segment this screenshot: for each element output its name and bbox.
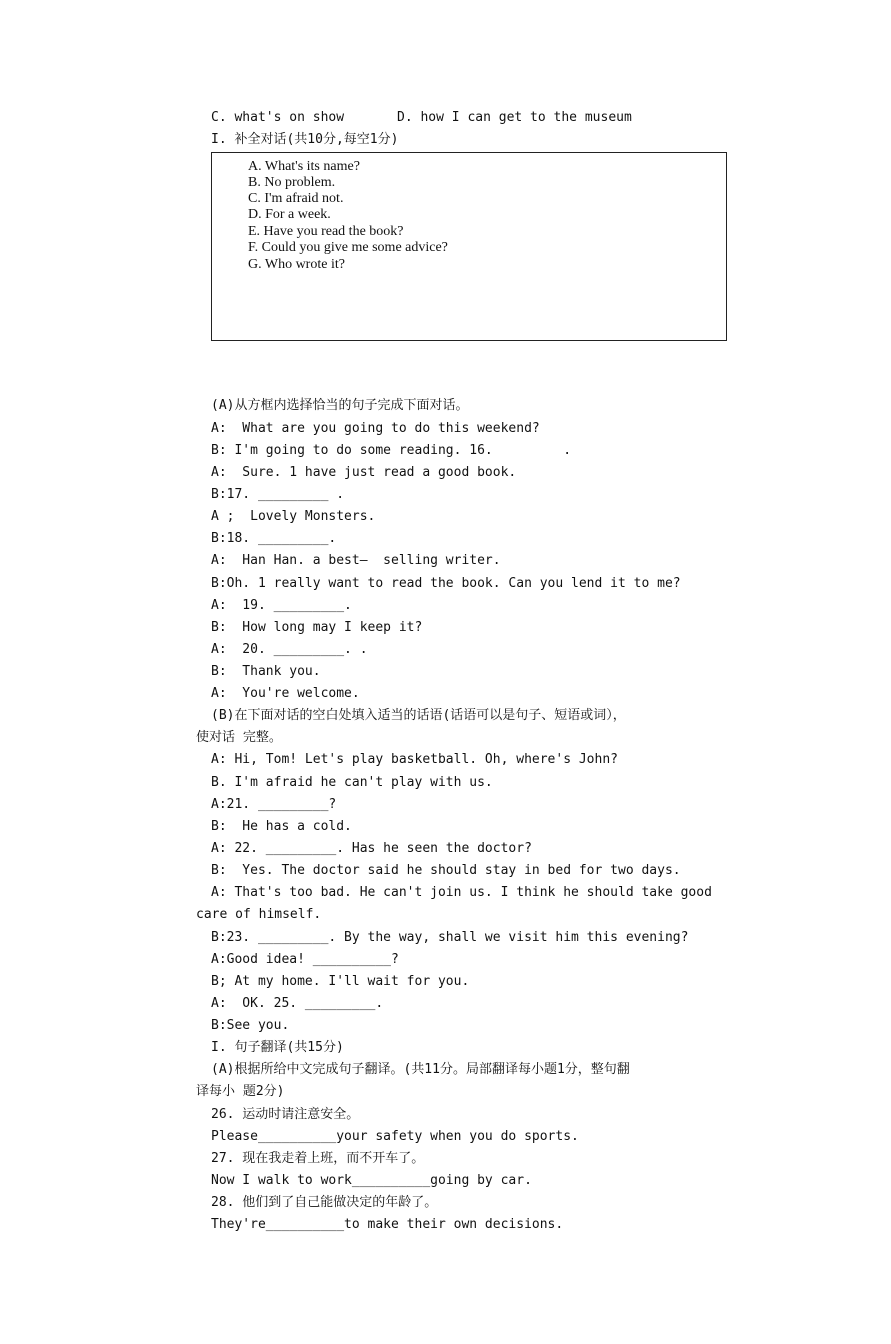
translation-cn: 28. 他们到了自己能做决定的年龄了。: [211, 1195, 438, 1210]
translation-intro: (A)根据所给中文完成句子翻译。(共11分。局部翻译每小题1分，整句翻: [211, 1062, 630, 1077]
translation-en: Now I walk to work__________going by car.: [211, 1173, 532, 1188]
choice-d: D. how I can get to the museum: [397, 110, 632, 125]
translation-intro-cont: 译每小 题2分): [196, 1084, 285, 1099]
translation-cn: 27. 现在我走着上班，而不开车了。: [211, 1151, 425, 1166]
option-e: E. Have you read the book?: [248, 224, 404, 239]
option-g: G. Who wrote it?: [248, 257, 345, 272]
part-a-heading: (A)从方框内选择恰当的句子完成下面对话。: [211, 398, 469, 413]
dialogue-b-line: B:23. _________. By the way, shall we visit him this evening?: [211, 930, 689, 945]
dialogue-b-line: B:See you.: [211, 1018, 290, 1033]
choice-c: C. what's on show: [211, 110, 345, 125]
dialogue-b-line: B: He has a cold.: [211, 819, 352, 834]
dialogue-a-line: B:18. _________.: [211, 531, 337, 546]
dialogue-a-line: A: What are you going to do this weekend?: [211, 421, 540, 436]
translation-cn: 26. 运动时请注意安全。: [211, 1107, 360, 1122]
dialogue-a-line: A ; Lovely Monsters.: [211, 509, 376, 524]
part-b-heading-cont: 使对话 完整。: [196, 730, 282, 745]
option-f: F. Could you give me some advice?: [248, 240, 448, 255]
dialogue-b-line: A: Hi, Tom! Let's play basketball. Oh, where's John?: [211, 752, 618, 767]
translation-en: They're__________to make their own decisions.: [211, 1217, 564, 1232]
section-one-heading: I. 补全对话(共10分,每空1分): [211, 132, 399, 147]
part-b-heading: (B)在下面对话的空白处填入适当的话语(话语可以是句子、短语或词），: [211, 708, 626, 723]
options-box: [211, 152, 727, 341]
option-d: D. For a week.: [248, 207, 331, 222]
dialogue-a-line: A: Sure. 1 have just read a good book.: [211, 465, 517, 480]
dialogue-a-line: B: I'm going to do some reading. 16. .: [211, 443, 572, 458]
dialogue-b-line: B: Yes. The doctor said he should stay in bed for two days.: [211, 863, 681, 878]
dialogue-a-line: B: Thank you.: [211, 664, 321, 679]
dialogue-b-line: B; At my home. I'll wait for you.: [211, 974, 470, 989]
dialogue-a-line: B: How long may I keep it?: [211, 620, 423, 635]
dialogue-b-line: care of himself.: [196, 907, 322, 922]
dialogue-a-line: B:17. _________ .: [211, 487, 345, 502]
dialogue-a-line: B:Oh. 1 really want to read the book. Can you lend it to me?: [211, 576, 681, 591]
dialogue-a-line: A: Han Han. a best— selling writer.: [211, 553, 501, 568]
dialogue-b-line: B. I'm afraid he can't play with us.: [211, 775, 493, 790]
option-a: A. What's its name?: [248, 159, 360, 174]
dialogue-b-line: A: OK. 25. _________.: [211, 996, 384, 1011]
dialogue-b-line: A: 22. _________. Has he seen the doctor?: [211, 841, 532, 856]
dialogue-b-line: A:21. _________?: [211, 797, 337, 812]
option-b: B. No problem.: [248, 175, 336, 190]
dialogue-a-line: A: You're welcome.: [211, 686, 360, 701]
option-c: C. I'm afraid not.: [248, 191, 344, 206]
dialogue-a-line: A: 20. _________. .: [211, 642, 368, 657]
dialogue-a-line: A: 19. _________.: [211, 598, 352, 613]
translation-en: Please__________your safety when you do sports.: [211, 1129, 579, 1144]
section-two-heading: I. 句子翻译(共15分): [211, 1040, 344, 1055]
dialogue-b-line: A: That's too bad. He can't join us. I think he should take good: [211, 885, 712, 900]
dialogue-b-line: A:Good idea! __________?: [211, 952, 399, 967]
